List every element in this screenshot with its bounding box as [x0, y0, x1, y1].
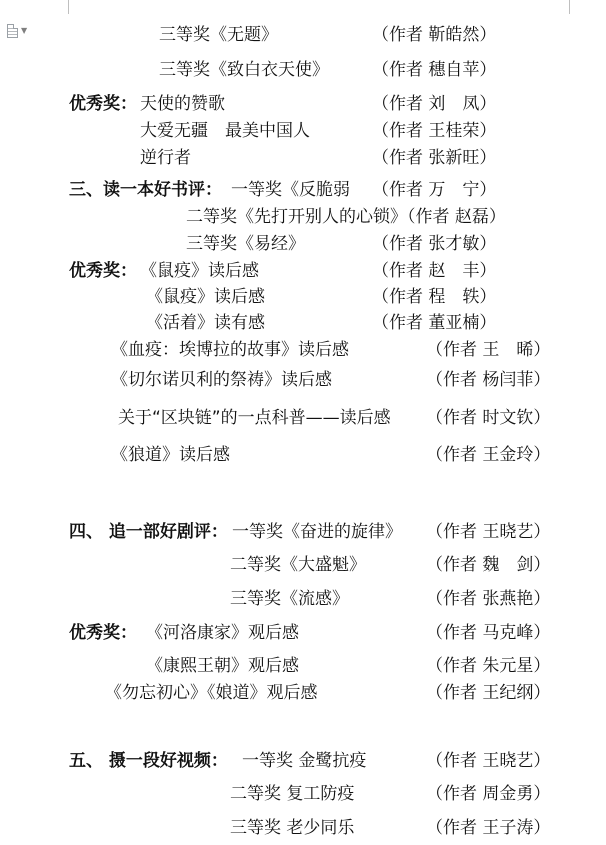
author-line: （作者 王 晞）: [426, 340, 551, 360]
author-line: （作者 穗自苹）: [372, 60, 497, 80]
author-line: （作者 王金玲）: [426, 445, 551, 465]
award-entry-title: 《河洛康家》观后感: [146, 623, 299, 643]
award-entry-title: 二等奖《大盛魁》: [230, 555, 366, 575]
excellent-award-heading: 优秀奖：: [69, 261, 137, 281]
author-line: （作者 朱元星）: [426, 656, 551, 676]
excellent-award-heading: 优秀奖：: [69, 623, 137, 643]
award-entry-title: 一等奖 金鹭抗疫: [242, 751, 367, 771]
award-entry-title: 《鼠疫》读后感: [140, 261, 259, 281]
section-heading-drama-review: 四、 追一部好剧评：: [69, 522, 228, 542]
award-entry-with-author: 二等奖《先打开别人的心锁》（作者 赵磊）: [186, 207, 506, 227]
author-line: （作者 王纪纲）: [426, 683, 551, 703]
award-entry-title: 《勿忘初心》《娘道》观后感: [105, 683, 318, 703]
author-line: （作者 周金勇）: [426, 784, 551, 804]
award-line-third-prize-2: 三等奖《致白衣天使》: [159, 60, 329, 80]
author-line: （作者 魏 剑）: [426, 555, 551, 575]
section-heading-video: 五、 摄一段好视频：: [69, 751, 228, 771]
author-line: （作者 王晓艺）: [426, 751, 551, 771]
section-heading-book-review: 三、读一本好书评：: [69, 180, 222, 200]
award-entry-title: 《康熙王朝》观后感: [146, 656, 299, 676]
author-line: （作者 董亚楠）: [372, 313, 497, 333]
award-entry-title: 一等奖《奋进的旋律》: [232, 522, 402, 542]
award-entry-title: 二等奖 复工防疫: [230, 784, 355, 804]
award-entry-title: 《血疫：埃博拉的故事》读后感: [111, 340, 349, 360]
award-entry-title: 《切尔诺贝利的祭祷》读后感: [111, 370, 332, 390]
award-line-third-prize-1: 三等奖《无题》: [159, 25, 278, 45]
page-corner-mark-left: [68, 0, 69, 14]
author-line: （作者 刘 凤）: [372, 94, 497, 114]
author-line: （作者 王桂荣）: [372, 121, 497, 141]
award-entry-title: 一等奖《反脆弱: [231, 180, 350, 200]
document-icon: [7, 24, 18, 38]
author-line: （作者 张新旺）: [372, 148, 497, 168]
award-entry-title: 天使的赞歌: [140, 94, 225, 114]
author-line: （作者 时文钦）: [426, 408, 551, 428]
page-corner-mark-right: [569, 0, 570, 14]
author-line: （作者 靳皓然）: [372, 25, 497, 45]
author-line: （作者 万 宁）: [372, 180, 497, 200]
award-entry-title: 三等奖《易经》: [186, 234, 305, 254]
award-entry-title: 三等奖《流感》: [230, 589, 349, 609]
award-entry-title: 逆行者: [140, 148, 191, 168]
author-line: （作者 程 轶）: [372, 287, 497, 307]
award-entry-title: 《鼠疫》读后感: [146, 287, 265, 307]
author-line: （作者 马克峰）: [426, 623, 551, 643]
award-entry-title: 关于“区块链”的一点科普——读后感: [118, 408, 391, 428]
excellent-award-heading: 优秀奖：: [69, 94, 137, 114]
author-line: （作者 杨闫菲）: [426, 370, 551, 390]
author-line: （作者 赵 丰）: [372, 261, 497, 281]
award-entry-title: 三等奖 老少同乐: [230, 818, 355, 838]
dropdown-arrow-icon: ▼: [21, 26, 28, 35]
award-entry-title: 大爱无疆 最美中国人: [140, 121, 310, 141]
document-options-toggle[interactable]: [7, 24, 27, 38]
award-entry-title: 《狼道》读后感: [111, 445, 230, 465]
author-line: （作者 王晓艺）: [426, 522, 551, 542]
author-line: （作者 张才敏）: [372, 234, 497, 254]
author-line: （作者 张燕艳）: [426, 589, 551, 609]
author-line: （作者 王子涛）: [426, 818, 551, 838]
award-entry-title: 《活着》读有感: [146, 313, 265, 333]
